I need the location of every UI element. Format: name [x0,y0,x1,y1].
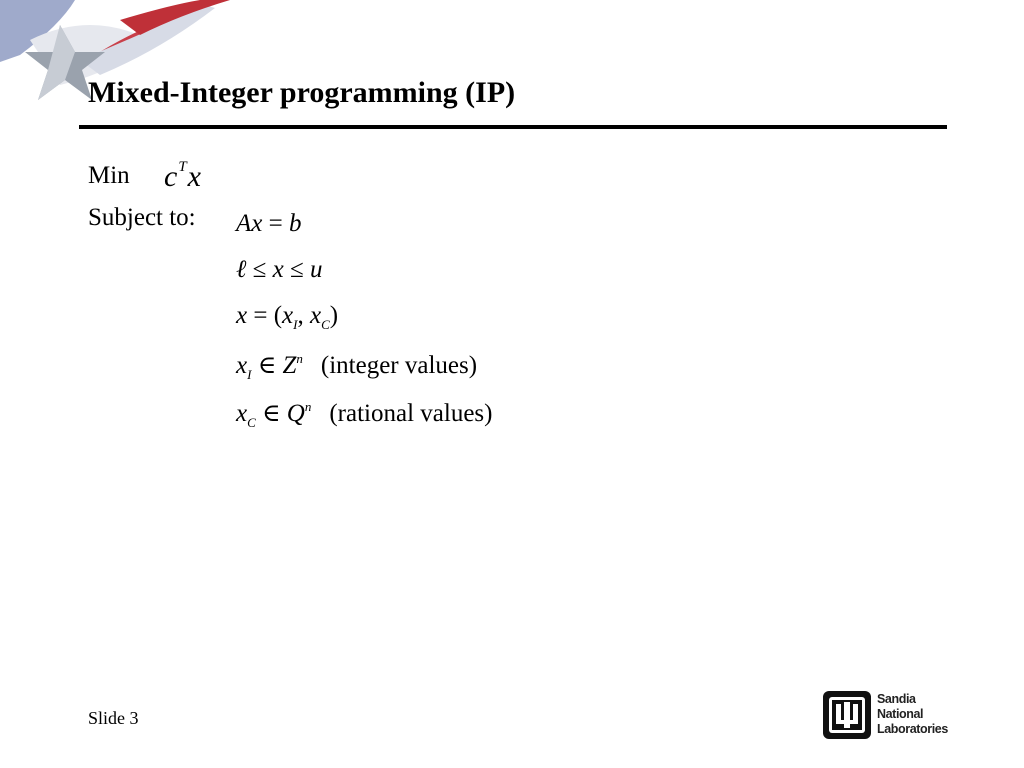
slide-number: Slide 3 [88,708,139,728]
constraint-rational: $x_C$ ∈ $Q^n$ (rational values) [236,399,493,430]
constraint-partition: $x = (x_I$, $x_C$) [236,302,339,332]
rational-values-note: (rational values) [329,400,493,427]
constraint-integer: $x_I$ ∈ $Z^n$ (integer values) [236,351,478,382]
integer-values-note: (integer values) [320,352,478,379]
subject-to-label: Subject to: [88,204,196,231]
logo-line-3: Laboratories [877,722,948,736]
logo-line-2: National [877,707,924,721]
sandia-logo [822,690,946,742]
title-divider [79,125,947,129]
constraint-equality: Ax = b [236,210,302,237]
logo-line-1: Sandia [877,692,916,706]
slide-title: Mixed-Integer programming (IP) [88,76,516,109]
sandia-logo-text [877,692,947,737]
min-label: Min [88,162,130,189]
objective-formula: $c^Tx$ [164,159,201,193]
sandia-thunderbird-icon [822,690,874,740]
constraint-bounds: ℓ ≤ x ≤ u [236,256,323,283]
